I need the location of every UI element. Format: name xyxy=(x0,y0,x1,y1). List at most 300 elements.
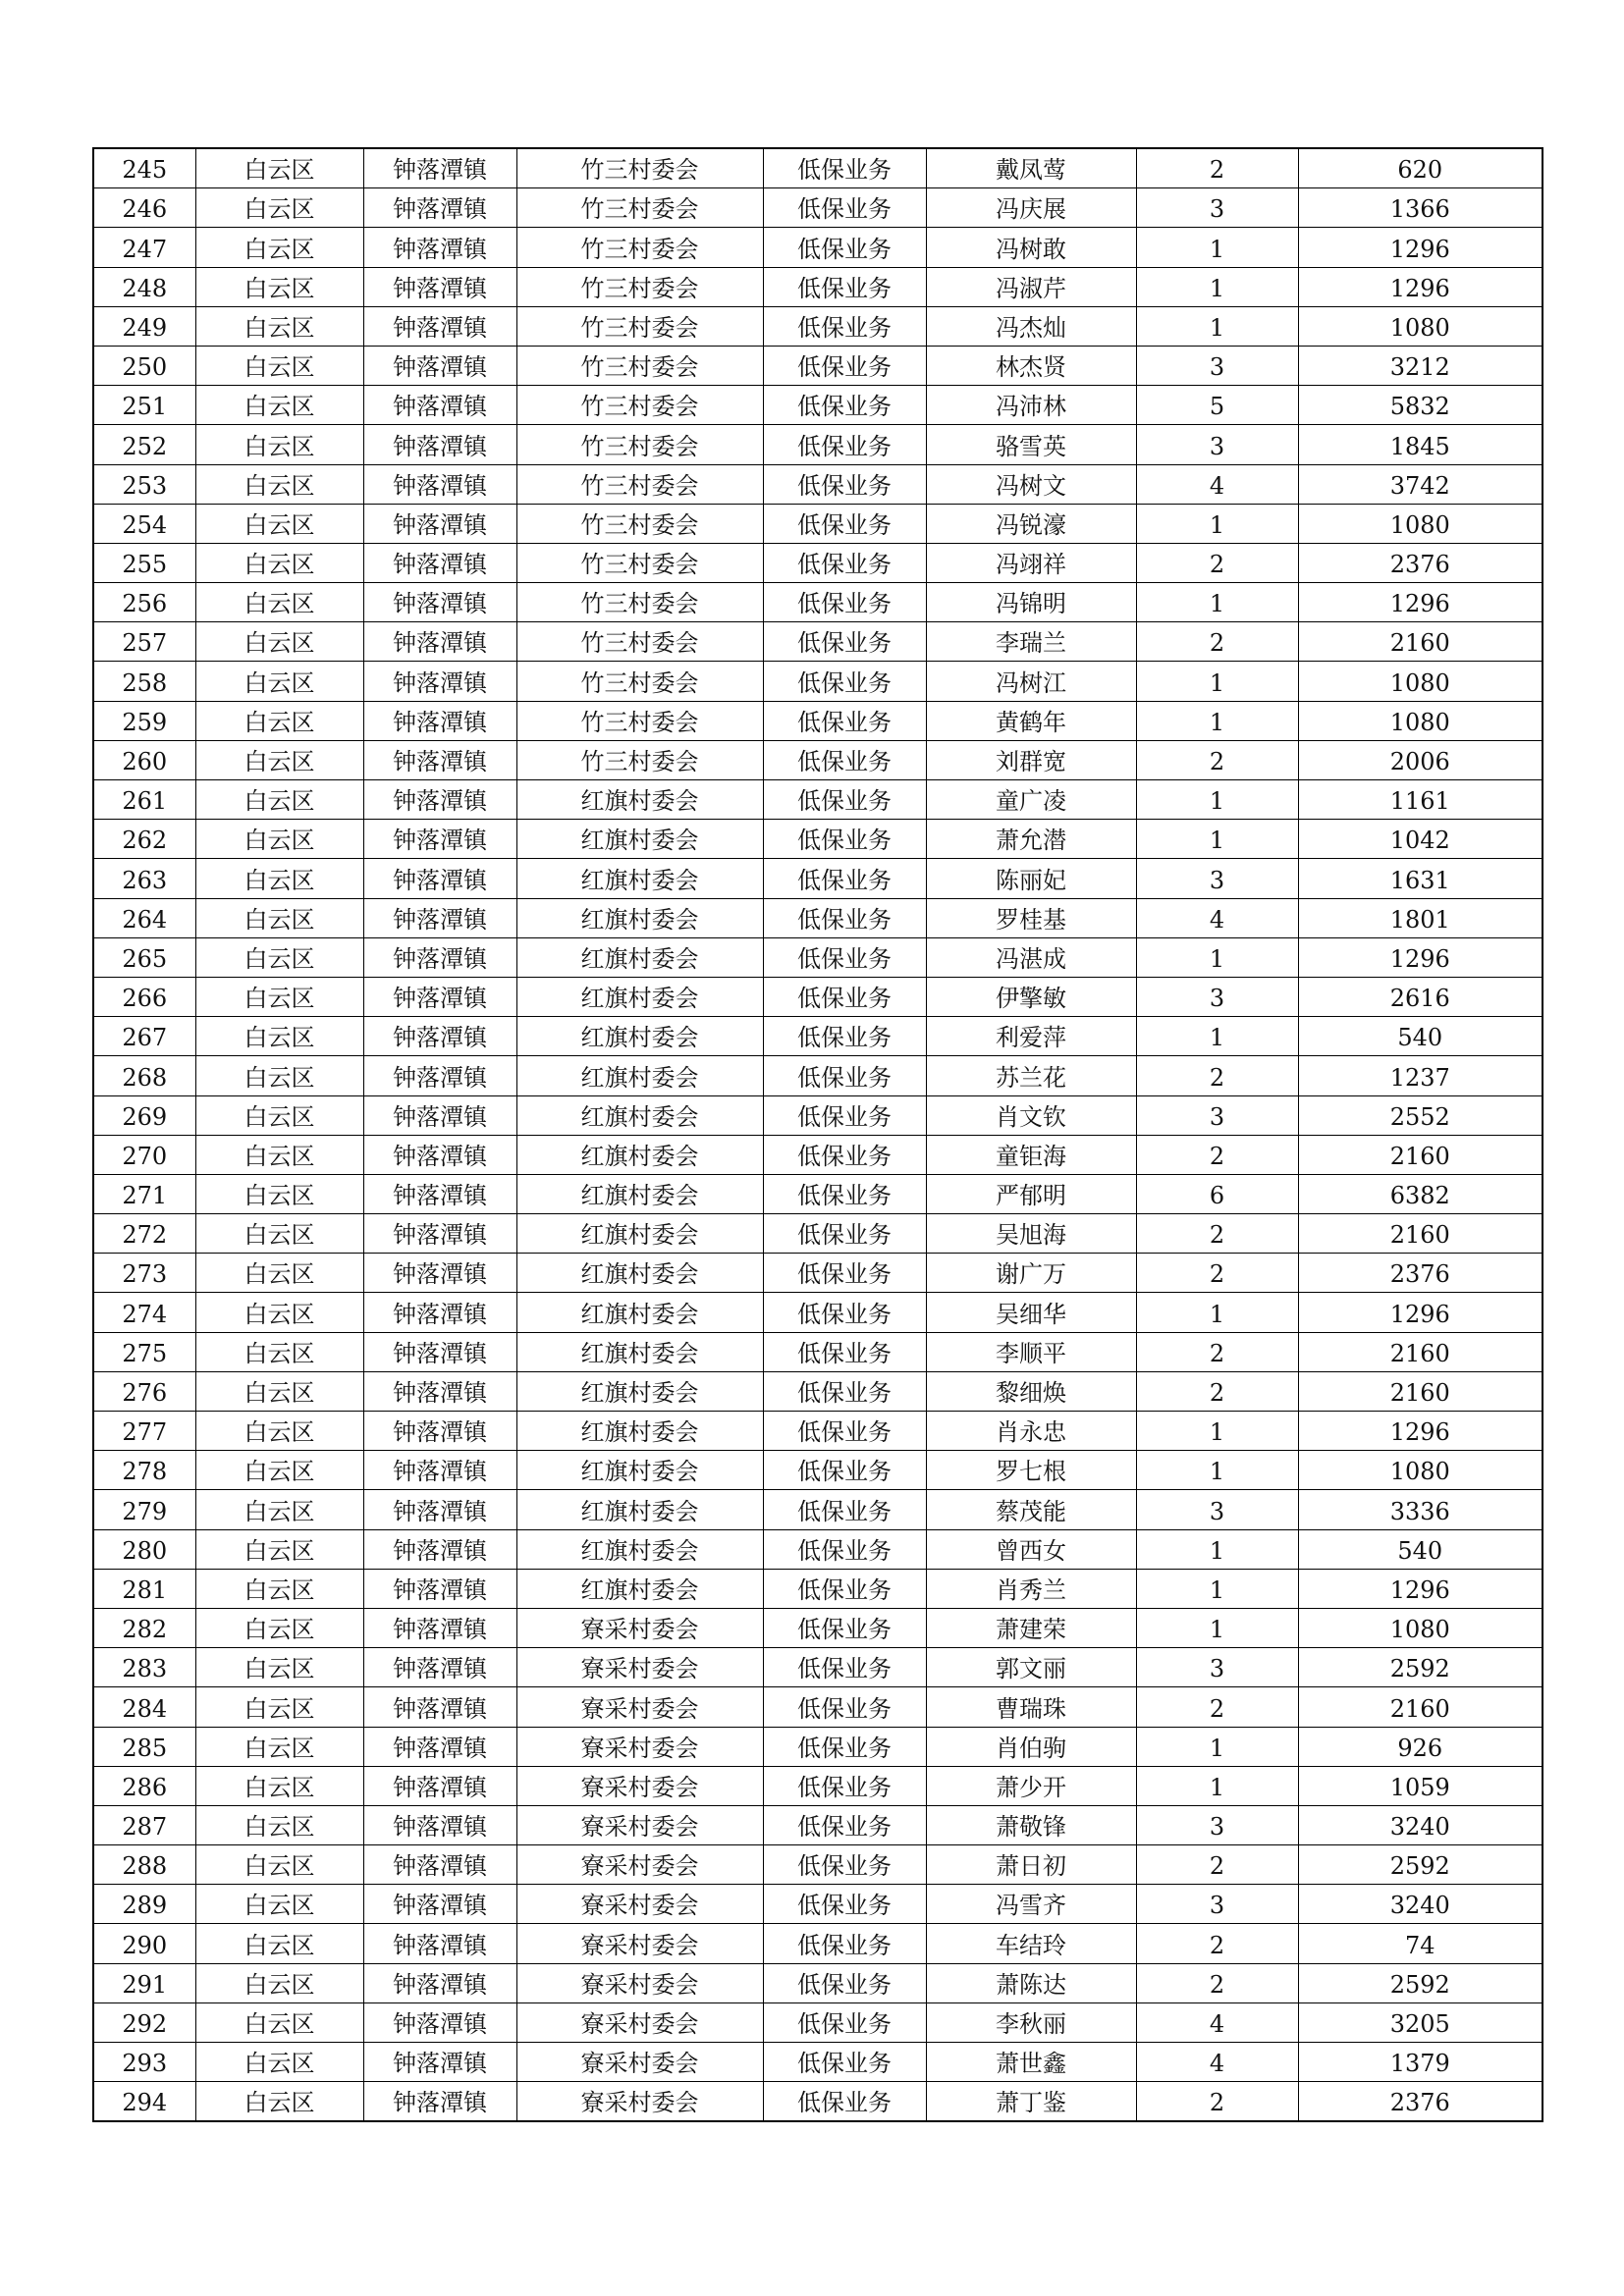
village-committee-cell: 寮采村委会 xyxy=(516,1963,763,2002)
town-cell: 钟落潭镇 xyxy=(363,583,516,622)
village-committee-cell: 竹三村委会 xyxy=(516,346,763,385)
business-type-cell: 低保业务 xyxy=(763,2002,926,2042)
village-committee-cell: 竹三村委会 xyxy=(516,228,763,267)
district-cell: 白云区 xyxy=(195,1293,363,1332)
name-cell: 冯杰灿 xyxy=(926,306,1136,346)
table-row xyxy=(93,780,1543,820)
town-cell: 钟落潭镇 xyxy=(363,1490,516,1529)
household-size-cell: 1 xyxy=(1136,1569,1298,1608)
name-cell: 萧允潜 xyxy=(926,820,1136,859)
business-type-cell: 低保业务 xyxy=(763,937,926,977)
district-cell: 白云区 xyxy=(195,504,363,543)
household-size-cell: 1 xyxy=(1136,306,1298,346)
business-type-cell: 低保业务 xyxy=(763,1214,926,1254)
town-cell: 钟落潭镇 xyxy=(363,820,516,859)
table-row xyxy=(93,1569,1543,1608)
name-cell: 萧丁鉴 xyxy=(926,2082,1136,2122)
business-type-cell: 低保业务 xyxy=(763,583,926,622)
town-cell: 钟落潭镇 xyxy=(363,1963,516,2002)
town-cell: 钟落潭镇 xyxy=(363,1254,516,1293)
name-cell: 肖文钦 xyxy=(926,1095,1136,1135)
row-number-cell: 259 xyxy=(93,701,195,740)
town-cell: 钟落潭镇 xyxy=(363,425,516,464)
business-type-cell: 低保业务 xyxy=(763,859,926,898)
table-row xyxy=(93,386,1543,425)
district-cell: 白云区 xyxy=(195,1687,363,1727)
name-cell: 戴凤莺 xyxy=(926,148,1136,188)
table-row xyxy=(93,1056,1543,1095)
table-row xyxy=(93,1135,1543,1174)
household-size-cell: 1 xyxy=(1136,662,1298,701)
business-type-cell: 低保业务 xyxy=(763,1174,926,1213)
row-number-cell: 277 xyxy=(93,1412,195,1451)
town-cell: 钟落潭镇 xyxy=(363,1845,516,1885)
household-size-cell: 1 xyxy=(1136,701,1298,740)
amount-cell: 2616 xyxy=(1298,977,1543,1016)
village-committee-cell: 寮采村委会 xyxy=(516,1648,763,1687)
table-row xyxy=(93,1608,1543,1647)
row-number-cell: 274 xyxy=(93,1293,195,1332)
name-cell: 冯淑芹 xyxy=(926,267,1136,306)
row-number-cell: 246 xyxy=(93,188,195,228)
village-committee-cell: 寮采村委会 xyxy=(516,1885,763,1924)
household-size-cell: 1 xyxy=(1136,1451,1298,1490)
name-cell: 冯锦明 xyxy=(926,583,1136,622)
district-cell: 白云区 xyxy=(195,464,363,504)
district-cell: 白云区 xyxy=(195,1845,363,1885)
amount-cell: 2376 xyxy=(1298,2082,1543,2122)
table-row xyxy=(93,148,1543,188)
row-number-cell: 275 xyxy=(93,1332,195,1371)
row-number-cell: 281 xyxy=(93,1569,195,1608)
household-size-cell: 1 xyxy=(1136,780,1298,820)
row-number-cell: 263 xyxy=(93,859,195,898)
village-committee-cell: 竹三村委会 xyxy=(516,701,763,740)
table-row xyxy=(93,1254,1543,1293)
household-size-cell: 4 xyxy=(1136,2043,1298,2082)
row-number-cell: 283 xyxy=(93,1648,195,1687)
village-committee-cell: 竹三村委会 xyxy=(516,386,763,425)
household-size-cell: 2 xyxy=(1136,1845,1298,1885)
business-type-cell: 低保业务 xyxy=(763,1963,926,2002)
table-row xyxy=(93,583,1543,622)
household-size-cell: 1 xyxy=(1136,583,1298,622)
table-row xyxy=(93,1648,1543,1687)
name-cell: 刘群宽 xyxy=(926,740,1136,779)
name-cell: 冯树敢 xyxy=(926,228,1136,267)
district-cell: 白云区 xyxy=(195,1608,363,1647)
village-committee-cell: 寮采村委会 xyxy=(516,2043,763,2082)
business-type-cell: 低保业务 xyxy=(763,1569,926,1608)
district-cell: 白云区 xyxy=(195,859,363,898)
amount-cell: 2160 xyxy=(1298,622,1543,662)
amount-cell: 926 xyxy=(1298,1727,1543,1766)
amount-cell: 5832 xyxy=(1298,386,1543,425)
household-size-cell: 1 xyxy=(1136,1608,1298,1647)
business-type-cell: 低保业务 xyxy=(763,2082,926,2122)
business-type-cell: 低保业务 xyxy=(763,701,926,740)
village-committee-cell: 竹三村委会 xyxy=(516,425,763,464)
business-type-cell: 低保业务 xyxy=(763,662,926,701)
town-cell: 钟落潭镇 xyxy=(363,228,516,267)
village-committee-cell: 红旗村委会 xyxy=(516,1371,763,1411)
row-number-cell: 251 xyxy=(93,386,195,425)
district-cell: 白云区 xyxy=(195,1727,363,1766)
village-committee-cell: 寮采村委会 xyxy=(516,1766,763,1805)
district-cell: 白云区 xyxy=(195,1805,363,1844)
household-size-cell: 2 xyxy=(1136,543,1298,582)
row-number-cell: 285 xyxy=(93,1727,195,1766)
business-type-cell: 低保业务 xyxy=(763,898,926,937)
amount-cell: 2592 xyxy=(1298,1648,1543,1687)
amount-cell: 2160 xyxy=(1298,1332,1543,1371)
amount-cell: 1296 xyxy=(1298,1412,1543,1451)
row-number-cell: 255 xyxy=(93,543,195,582)
name-cell: 冯树文 xyxy=(926,464,1136,504)
district-cell: 白云区 xyxy=(195,1490,363,1529)
town-cell: 钟落潭镇 xyxy=(363,1017,516,1056)
table-row xyxy=(93,859,1543,898)
amount-cell: 1059 xyxy=(1298,1766,1543,1805)
district-cell: 白云区 xyxy=(195,1056,363,1095)
table-row xyxy=(93,1727,1543,1766)
household-size-cell: 2 xyxy=(1136,1056,1298,1095)
name-cell: 利爱萍 xyxy=(926,1017,1136,1056)
business-type-cell: 低保业务 xyxy=(763,504,926,543)
row-number-cell: 278 xyxy=(93,1451,195,1490)
town-cell: 钟落潭镇 xyxy=(363,1095,516,1135)
business-type-cell: 低保业务 xyxy=(763,1332,926,1371)
name-cell: 黄鹤年 xyxy=(926,701,1136,740)
town-cell: 钟落潭镇 xyxy=(363,1608,516,1647)
town-cell: 钟落潭镇 xyxy=(363,1174,516,1213)
village-committee-cell: 红旗村委会 xyxy=(516,1490,763,1529)
name-cell: 萧陈达 xyxy=(926,1963,1136,2002)
household-size-cell: 2 xyxy=(1136,1924,1298,1963)
village-committee-cell: 红旗村委会 xyxy=(516,1451,763,1490)
row-number-cell: 271 xyxy=(93,1174,195,1213)
row-number-cell: 293 xyxy=(93,2043,195,2082)
district-cell: 白云区 xyxy=(195,2082,363,2122)
table-row xyxy=(93,701,1543,740)
table-row xyxy=(93,1885,1543,1924)
table-row xyxy=(93,188,1543,228)
name-cell: 罗七根 xyxy=(926,1451,1136,1490)
household-size-cell: 1 xyxy=(1136,1529,1298,1569)
business-type-cell: 低保业务 xyxy=(763,188,926,228)
amount-cell: 1237 xyxy=(1298,1056,1543,1095)
name-cell: 萧世鑫 xyxy=(926,2043,1136,2082)
village-committee-cell: 寮采村委会 xyxy=(516,1727,763,1766)
business-type-cell: 低保业务 xyxy=(763,1451,926,1490)
table-row xyxy=(93,740,1543,779)
table-row xyxy=(93,937,1543,977)
village-committee-cell: 竹三村委会 xyxy=(516,148,763,188)
row-number-cell: 276 xyxy=(93,1371,195,1411)
amount-cell: 1296 xyxy=(1298,583,1543,622)
household-size-cell: 3 xyxy=(1136,1648,1298,1687)
business-type-cell: 低保业务 xyxy=(763,622,926,662)
district-cell: 白云区 xyxy=(195,1412,363,1451)
town-cell: 钟落潭镇 xyxy=(363,148,516,188)
amount-cell: 2376 xyxy=(1298,543,1543,582)
village-committee-cell: 红旗村委会 xyxy=(516,1174,763,1213)
row-number-cell: 248 xyxy=(93,267,195,306)
business-type-cell: 低保业务 xyxy=(763,780,926,820)
district-cell: 白云区 xyxy=(195,1174,363,1213)
household-size-cell: 1 xyxy=(1136,504,1298,543)
amount-cell: 2006 xyxy=(1298,740,1543,779)
amount-cell: 620 xyxy=(1298,148,1543,188)
district-cell: 白云区 xyxy=(195,583,363,622)
row-number-cell: 245 xyxy=(93,148,195,188)
business-type-cell: 低保业务 xyxy=(763,1727,926,1766)
table-row xyxy=(93,504,1543,543)
household-size-cell: 2 xyxy=(1136,2082,1298,2122)
district-cell: 白云区 xyxy=(195,1371,363,1411)
row-number-cell: 288 xyxy=(93,1845,195,1885)
district-cell: 白云区 xyxy=(195,1135,363,1174)
row-number-cell: 269 xyxy=(93,1095,195,1135)
row-number-cell: 289 xyxy=(93,1885,195,1924)
town-cell: 钟落潭镇 xyxy=(363,937,516,977)
business-type-cell: 低保业务 xyxy=(763,1412,926,1451)
business-type-cell: 低保业务 xyxy=(763,1766,926,1805)
business-type-cell: 低保业务 xyxy=(763,1017,926,1056)
business-type-cell: 低保业务 xyxy=(763,1056,926,1095)
amount-cell: 3205 xyxy=(1298,2002,1543,2042)
district-cell: 白云区 xyxy=(195,386,363,425)
table-row xyxy=(93,1214,1543,1254)
row-number-cell: 294 xyxy=(93,2082,195,2122)
town-cell: 钟落潭镇 xyxy=(363,1214,516,1254)
name-cell: 萧敬锋 xyxy=(926,1805,1136,1844)
row-number-cell: 253 xyxy=(93,464,195,504)
household-size-cell: 3 xyxy=(1136,1805,1298,1844)
business-type-cell: 低保业务 xyxy=(763,820,926,859)
business-type-cell: 低保业务 xyxy=(763,1095,926,1135)
name-cell: 冯沛林 xyxy=(926,386,1136,425)
business-type-cell: 低保业务 xyxy=(763,1845,926,1885)
business-type-cell: 低保业务 xyxy=(763,1371,926,1411)
amount-cell: 540 xyxy=(1298,1529,1543,1569)
name-cell: 萧少开 xyxy=(926,1766,1136,1805)
business-type-cell: 低保业务 xyxy=(763,464,926,504)
household-size-cell: 2 xyxy=(1136,1332,1298,1371)
district-cell: 白云区 xyxy=(195,267,363,306)
village-committee-cell: 竹三村委会 xyxy=(516,306,763,346)
business-type-cell: 低保业务 xyxy=(763,1529,926,1569)
village-committee-cell: 红旗村委会 xyxy=(516,1135,763,1174)
district-cell: 白云区 xyxy=(195,1451,363,1490)
name-cell: 肖伯驹 xyxy=(926,1727,1136,1766)
table-row xyxy=(93,662,1543,701)
district-cell: 白云区 xyxy=(195,1885,363,1924)
household-size-cell: 1 xyxy=(1136,228,1298,267)
business-type-cell: 低保业务 xyxy=(763,2043,926,2082)
village-committee-cell: 竹三村委会 xyxy=(516,622,763,662)
row-number-cell: 256 xyxy=(93,583,195,622)
village-committee-cell: 红旗村委会 xyxy=(516,977,763,1016)
town-cell: 钟落潭镇 xyxy=(363,859,516,898)
business-type-cell: 低保业务 xyxy=(763,1490,926,1529)
name-cell: 车结玲 xyxy=(926,1924,1136,1963)
district-cell: 白云区 xyxy=(195,148,363,188)
amount-cell: 540 xyxy=(1298,1017,1543,1056)
town-cell: 钟落潭镇 xyxy=(363,543,516,582)
row-number-cell: 260 xyxy=(93,740,195,779)
household-size-cell: 2 xyxy=(1136,1687,1298,1727)
district-cell: 白云区 xyxy=(195,425,363,464)
amount-cell: 2160 xyxy=(1298,1135,1543,1174)
name-cell: 肖秀兰 xyxy=(926,1569,1136,1608)
row-number-cell: 270 xyxy=(93,1135,195,1174)
village-committee-cell: 红旗村委会 xyxy=(516,1214,763,1254)
table-row xyxy=(93,1412,1543,1451)
amount-cell: 74 xyxy=(1298,1924,1543,1963)
table-row xyxy=(93,1845,1543,1885)
town-cell: 钟落潭镇 xyxy=(363,622,516,662)
district-cell: 白云区 xyxy=(195,1648,363,1687)
amount-cell: 1296 xyxy=(1298,1293,1543,1332)
district-cell: 白云区 xyxy=(195,662,363,701)
town-cell: 钟落潭镇 xyxy=(363,346,516,385)
name-cell: 萧建荣 xyxy=(926,1608,1136,1647)
town-cell: 钟落潭镇 xyxy=(363,780,516,820)
row-number-cell: 286 xyxy=(93,1766,195,1805)
name-cell: 冯庆展 xyxy=(926,188,1136,228)
table-row xyxy=(93,1332,1543,1371)
district-cell: 白云区 xyxy=(195,346,363,385)
town-cell: 钟落潭镇 xyxy=(363,1529,516,1569)
town-cell: 钟落潭镇 xyxy=(363,504,516,543)
name-cell: 冯湛成 xyxy=(926,937,1136,977)
town-cell: 钟落潭镇 xyxy=(363,1332,516,1371)
row-number-cell: 287 xyxy=(93,1805,195,1844)
district-cell: 白云区 xyxy=(195,1766,363,1805)
village-committee-cell: 竹三村委会 xyxy=(516,464,763,504)
table-row xyxy=(93,306,1543,346)
household-size-cell: 3 xyxy=(1136,346,1298,385)
business-type-cell: 低保业务 xyxy=(763,1885,926,1924)
district-cell: 白云区 xyxy=(195,2002,363,2042)
household-size-cell: 4 xyxy=(1136,464,1298,504)
village-committee-cell: 寮采村委会 xyxy=(516,1924,763,1963)
district-cell: 白云区 xyxy=(195,1332,363,1371)
table-row xyxy=(93,622,1543,662)
business-type-cell: 低保业务 xyxy=(763,543,926,582)
table-row xyxy=(93,425,1543,464)
village-committee-cell: 红旗村委会 xyxy=(516,937,763,977)
row-number-cell: 250 xyxy=(93,346,195,385)
row-number-cell: 280 xyxy=(93,1529,195,1569)
town-cell: 钟落潭镇 xyxy=(363,977,516,1016)
household-size-cell: 1 xyxy=(1136,820,1298,859)
business-type-cell: 低保业务 xyxy=(763,1135,926,1174)
amount-cell: 2376 xyxy=(1298,1254,1543,1293)
district-cell: 白云区 xyxy=(195,306,363,346)
amount-cell: 1080 xyxy=(1298,1451,1543,1490)
village-committee-cell: 竹三村委会 xyxy=(516,662,763,701)
town-cell: 钟落潭镇 xyxy=(363,2002,516,2042)
business-type-cell: 低保业务 xyxy=(763,228,926,267)
amount-cell: 3742 xyxy=(1298,464,1543,504)
household-size-cell: 2 xyxy=(1136,1371,1298,1411)
amount-cell: 3336 xyxy=(1298,1490,1543,1529)
district-cell: 白云区 xyxy=(195,1095,363,1135)
row-number-cell: 252 xyxy=(93,425,195,464)
amount-cell: 1845 xyxy=(1298,425,1543,464)
business-type-cell: 低保业务 xyxy=(763,306,926,346)
town-cell: 钟落潭镇 xyxy=(363,1766,516,1805)
household-size-cell: 2 xyxy=(1136,1963,1298,2002)
household-size-cell: 1 xyxy=(1136,1017,1298,1056)
name-cell: 伊擎敏 xyxy=(926,977,1136,1016)
amount-cell: 1296 xyxy=(1298,267,1543,306)
business-type-cell: 低保业务 xyxy=(763,977,926,1016)
town-cell: 钟落潭镇 xyxy=(363,1569,516,1608)
name-cell: 谢广万 xyxy=(926,1254,1136,1293)
row-number-cell: 267 xyxy=(93,1017,195,1056)
row-number-cell: 273 xyxy=(93,1254,195,1293)
village-committee-cell: 红旗村委会 xyxy=(516,1254,763,1293)
household-size-cell: 3 xyxy=(1136,1095,1298,1135)
table-row xyxy=(93,2082,1543,2122)
town-cell: 钟落潭镇 xyxy=(363,1648,516,1687)
row-number-cell: 290 xyxy=(93,1924,195,1963)
town-cell: 钟落潭镇 xyxy=(363,1135,516,1174)
table-row xyxy=(93,346,1543,385)
household-size-cell: 3 xyxy=(1136,859,1298,898)
district-cell: 白云区 xyxy=(195,1214,363,1254)
district-cell: 白云区 xyxy=(195,228,363,267)
row-number-cell: 279 xyxy=(93,1490,195,1529)
amount-cell: 2160 xyxy=(1298,1214,1543,1254)
table-row xyxy=(93,1529,1543,1569)
table-row xyxy=(93,898,1543,937)
row-number-cell: 272 xyxy=(93,1214,195,1254)
table-row xyxy=(93,1095,1543,1135)
name-cell: 吴细华 xyxy=(926,1293,1136,1332)
amount-cell: 1296 xyxy=(1298,937,1543,977)
town-cell: 钟落潭镇 xyxy=(363,1056,516,1095)
table-row xyxy=(93,820,1543,859)
amount-cell: 1161 xyxy=(1298,780,1543,820)
business-type-cell: 低保业务 xyxy=(763,148,926,188)
name-cell: 林杰贤 xyxy=(926,346,1136,385)
district-cell: 白云区 xyxy=(195,701,363,740)
table-row xyxy=(93,1805,1543,1844)
village-committee-cell: 竹三村委会 xyxy=(516,740,763,779)
row-number-cell: 284 xyxy=(93,1687,195,1727)
district-cell: 白云区 xyxy=(195,937,363,977)
amount-cell: 6382 xyxy=(1298,1174,1543,1213)
name-cell: 吴旭海 xyxy=(926,1214,1136,1254)
business-type-cell: 低保业务 xyxy=(763,425,926,464)
town-cell: 钟落潭镇 xyxy=(363,2082,516,2122)
table-row xyxy=(93,1371,1543,1411)
district-cell: 白云区 xyxy=(195,543,363,582)
district-cell: 白云区 xyxy=(195,898,363,937)
household-size-cell: 2 xyxy=(1136,1135,1298,1174)
village-committee-cell: 竹三村委会 xyxy=(516,188,763,228)
table-row xyxy=(93,1174,1543,1213)
amount-cell: 2592 xyxy=(1298,1845,1543,1885)
business-type-cell: 低保业务 xyxy=(763,1608,926,1647)
district-cell: 白云区 xyxy=(195,1963,363,2002)
table-row xyxy=(93,1490,1543,1529)
village-committee-cell: 红旗村委会 xyxy=(516,1529,763,1569)
